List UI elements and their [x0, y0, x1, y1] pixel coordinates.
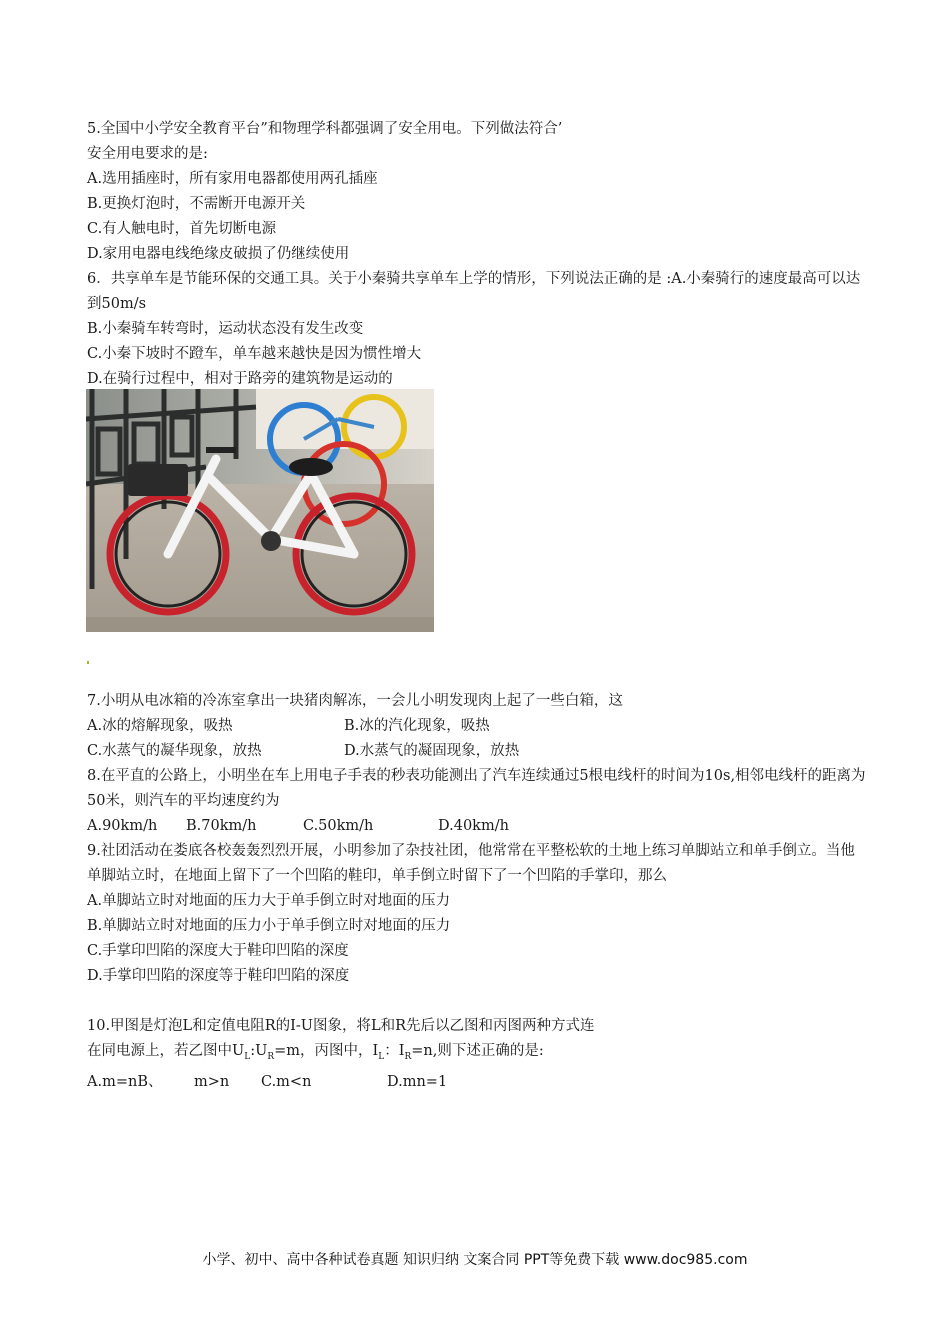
- q10-sub-r2: R: [404, 1051, 412, 1062]
- q10-sub-l: L: [244, 1051, 251, 1062]
- q9-option-c: C.手掌印凹陷的深度大于鞋印凹陷的深度: [87, 943, 349, 959]
- q10-text-c: =m，丙图中，I: [274, 1043, 379, 1059]
- q10-option-b: m>n: [194, 1073, 230, 1090]
- q10-text-d: ：I: [384, 1043, 405, 1059]
- question-9: [87, 839, 867, 989]
- q5-option-a: A.选用插座时，所有家用电器都使用两孔插座: [87, 171, 378, 187]
- q7-option-d: D.水蒸气的凝固现象，放热: [344, 743, 520, 759]
- stray-mark: [87, 661, 89, 664]
- q5-option-d: D.家用电器电线绝缘皮破损了仍继续使用: [87, 246, 350, 262]
- shared-bicycle-photo: [86, 389, 434, 632]
- q10-stem-line1: 10.甲图是灯泡L和定值电阻R的I-U图象，将L和R先后以乙图和丙图两种方式连: [87, 1018, 595, 1034]
- q8-option-d: D.40km/h: [438, 818, 509, 834]
- page-footer: 小学、初中、高中各种试卷真题 知识归纳 文案合同 PPT等免费下载 www.doc985.com: [202, 1252, 748, 1268]
- q6-stem: 6．共享单车是节能环保的交通工具。关于小秦骑共享单车上学的情形，下列说法正确的是 :A.小秦骑行的速度最高可以达到50m/s: [87, 271, 861, 312]
- q5-option-b: B.更换灯泡时，不需断开电源开关: [87, 196, 306, 212]
- q9-option-a: A.单脚站立时对地面的压力大于单手倒立时对地面的压力: [87, 893, 451, 909]
- question-7: [87, 689, 867, 764]
- q8-option-b: B.70km/h: [186, 818, 257, 834]
- q10-text-e: =n,则下述正确的是:: [411, 1043, 544, 1059]
- bicycle-illustration: [86, 389, 434, 632]
- q10-option-c: C.m<n: [261, 1073, 312, 1090]
- q9-option-b: B.单脚站立时对地面的压力小于单手倒立时对地面的压力: [87, 918, 451, 934]
- q10-sub-r: R: [267, 1051, 275, 1062]
- q10-text-b: :U: [250, 1043, 268, 1059]
- q6-option-d: D.在骑行过程中，相对于路旁的建筑物是运动的: [87, 371, 393, 387]
- q6-option-b: B.小秦骑车转弯时，运动状态没有发生改变: [87, 321, 364, 337]
- q10-options-row: [87, 1070, 867, 1095]
- q7-options-row-2: [87, 739, 867, 764]
- q10-stem-line2: [87, 1039, 867, 1070]
- q5-stem-line1: 5.全国中小学安全教育平台”和物理学科都强调了安全用电。下列做法符合’: [87, 121, 563, 137]
- question-5: [87, 117, 867, 267]
- seat: [289, 458, 333, 476]
- q7-option-b: B.冰的汽化现象，吸热: [344, 718, 490, 734]
- q7-stem: 7.小明从电冰箱的冷冻室拿出一块猪肉解冻，一会儿小明发现肉上起了一些白箱，这: [87, 693, 623, 709]
- q9-stem: 9.社团活动在娄底各校轰轰烈烈开展，小明参加了杂技社团，他常常在平整松软的土地上练习单脚站立和单手倒立。当他单脚站立时，在地面上留下了一个凹陷的鞋印，单手倒立时留下了一个凹陷的手掌印，那么: [87, 843, 855, 884]
- q10-option-a: A.m=nB、: [87, 1073, 163, 1090]
- question-10: [87, 1014, 867, 1095]
- question-8: [87, 764, 867, 839]
- q7-options-row-1: [87, 714, 867, 739]
- q10-sub-l2: L: [378, 1051, 385, 1062]
- q10-option-d: D.mn=1: [387, 1073, 448, 1090]
- q6-option-c: C.小秦下坡时不蹬车，单车越来越快是因为惯性增大: [87, 346, 422, 362]
- front-basket: [128, 464, 188, 496]
- q8-stem: 8.在平直的公路上，小明坐在车上用电子手表的秒表功能测出了汽车连续通过5根电线杆的时间为10s,相邻电线杆的距离为50米，则汽车的平均速度约为: [87, 768, 866, 809]
- question-6: [87, 267, 867, 392]
- q10-text-a: 在同电源上，若乙图中U: [87, 1043, 245, 1059]
- q8-option-c: C.50km/h: [303, 818, 374, 834]
- q5-option-c: C.有人触电时，首先切断电源: [87, 221, 277, 237]
- q8-option-a: A.90km/h: [87, 818, 158, 834]
- q9-option-d: D.手掌印凹陷的深度等于鞋印凹陷的深度: [87, 968, 350, 984]
- q5-stem-line2: 安全用电要求的是:: [87, 146, 208, 162]
- q8-options-row: [87, 814, 867, 839]
- q7-option-a: A.冰的熔解现象，吸热: [87, 718, 233, 734]
- q7-option-c: C.水蒸气的凝华现象，放热: [87, 743, 262, 759]
